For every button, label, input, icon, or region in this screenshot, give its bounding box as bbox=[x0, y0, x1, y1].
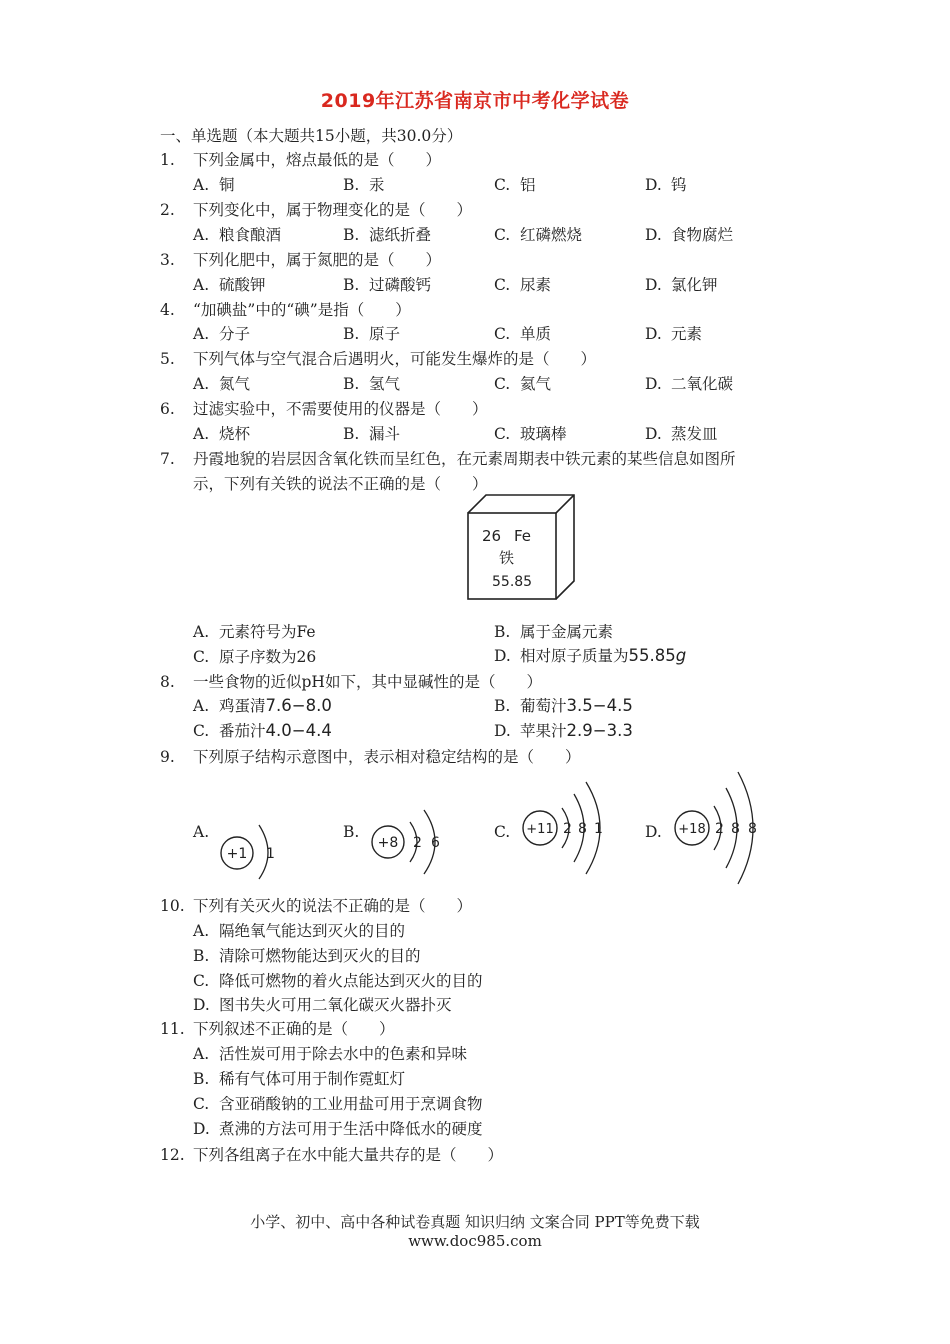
atom-diagram-d bbox=[670, 768, 770, 886]
question-stem: 下列原子结构示意图中，表示相对稳定结构的是（ ） bbox=[193, 748, 581, 766]
option-letter: C. bbox=[494, 425, 511, 443]
option-letter: D. bbox=[645, 425, 662, 443]
atom-diagram-c bbox=[518, 778, 618, 878]
option-b bbox=[193, 1069, 405, 1089]
option-letter: C. bbox=[494, 325, 511, 343]
nucleus-charge: +8 bbox=[377, 835, 399, 851]
electron-count: 6 bbox=[431, 835, 440, 851]
option-text: 汞 bbox=[369, 176, 385, 194]
option-b bbox=[343, 374, 400, 394]
option-letter: B. bbox=[343, 425, 360, 443]
option-b bbox=[343, 424, 400, 444]
option-text: 活性炭可用于除去水中的色素和异味 bbox=[219, 1045, 468, 1063]
option-d bbox=[645, 374, 733, 394]
option-text: 相对原子质量为 bbox=[520, 647, 629, 665]
option-letter: A. bbox=[193, 697, 210, 715]
electron-count: 2 bbox=[563, 821, 572, 837]
option-b bbox=[193, 946, 421, 966]
option-c bbox=[494, 175, 536, 195]
option-b bbox=[343, 175, 385, 195]
option-text: 氮气 bbox=[219, 375, 251, 393]
question-stem: 下列金属中，熔点最低的是（ ） bbox=[193, 151, 442, 169]
option-d bbox=[193, 995, 452, 1015]
section-heading: 一、单选题（本大题共15小题，共30.0分） bbox=[160, 127, 463, 145]
element-card-figure bbox=[460, 493, 580, 605]
option-letter: A. bbox=[193, 623, 210, 641]
question-stem-continued: 示，下列有关铁的说法不正确的是（ ） bbox=[193, 475, 488, 493]
option-text: 葡萄汁 bbox=[520, 697, 567, 715]
question-number: 5. bbox=[160, 350, 175, 368]
question-stem: “加碘盐”中的“碘”是指（ ） bbox=[193, 301, 411, 319]
option-text: 烧杯 bbox=[219, 425, 251, 443]
option-c bbox=[193, 721, 332, 741]
option-text: 钨 bbox=[671, 176, 687, 194]
atom-diagram-a bbox=[215, 818, 285, 880]
footer-url[interactable]: www.doc985.com bbox=[408, 1232, 542, 1250]
option-letter: A. bbox=[193, 176, 210, 194]
option-text: 二氧化碳 bbox=[671, 375, 734, 393]
option-letter: B. bbox=[494, 697, 511, 715]
option-text: 粮食酿酒 bbox=[219, 226, 282, 244]
question-stem: 下列气体与空气混合后遇明火，可能发生爆炸的是（ ） bbox=[193, 350, 597, 368]
option-b bbox=[343, 324, 400, 344]
option-b-letter: B. bbox=[343, 823, 360, 841]
option-text: 氢气 bbox=[369, 375, 401, 393]
option-text: 鸡蛋清 bbox=[219, 697, 266, 715]
option-letter: D. bbox=[494, 647, 511, 665]
option-letter: C. bbox=[494, 276, 511, 294]
option-letter: D. bbox=[645, 375, 662, 393]
option-d bbox=[645, 175, 687, 195]
option-letter: D. bbox=[193, 1120, 210, 1138]
question-number: 2. bbox=[160, 201, 175, 219]
option-math: 3.5−4.5 bbox=[566, 696, 633, 715]
question-number: 10. bbox=[160, 897, 185, 915]
option-letter: C. bbox=[193, 722, 210, 740]
option-text: 尿素 bbox=[520, 276, 552, 294]
question-number: 8. bbox=[160, 673, 175, 691]
option-letter: D. bbox=[645, 226, 662, 244]
option-text: 滤纸折叠 bbox=[369, 226, 432, 244]
option-c bbox=[494, 225, 582, 245]
option-letter: D. bbox=[645, 325, 662, 343]
option-text: 清除可燃物能达到灭火的目的 bbox=[219, 947, 421, 965]
option-letter: A. bbox=[193, 276, 210, 294]
option-a bbox=[193, 324, 250, 344]
option-letter: A. bbox=[193, 425, 210, 443]
question-number: 6. bbox=[160, 400, 175, 418]
option-a bbox=[193, 374, 250, 394]
option-text: 元素符号为Fe bbox=[219, 623, 316, 641]
nucleus-charge: +18 bbox=[678, 822, 706, 837]
element-name: 铁 bbox=[499, 549, 515, 567]
footer-promo-text: 小学、初中、高中各种试卷真题 知识归纳 文案合同 PPT等免费下载 bbox=[250, 1213, 700, 1231]
question-stem: 一些食物的近似pH如下，其中显碱性的是（ ） bbox=[193, 673, 542, 691]
option-text: 硫酸钾 bbox=[219, 276, 266, 294]
option-letter: C. bbox=[193, 1095, 210, 1113]
option-text: 铜 bbox=[219, 176, 235, 194]
option-d bbox=[494, 721, 633, 741]
electron-count: 1 bbox=[266, 846, 275, 862]
option-c bbox=[494, 275, 551, 295]
option-text: 稀有气体可用于制作霓虹灯 bbox=[219, 1070, 406, 1088]
option-letter: B. bbox=[343, 325, 360, 343]
question-number: 7. bbox=[160, 450, 175, 468]
option-letter: B. bbox=[343, 176, 360, 194]
option-text: 过磷酸钙 bbox=[369, 276, 432, 294]
option-letter: A. bbox=[193, 226, 210, 244]
electron-count: 8 bbox=[748, 821, 757, 837]
option-a bbox=[193, 696, 332, 716]
option-c bbox=[193, 1094, 483, 1114]
option-c-letter: C. bbox=[494, 823, 511, 841]
option-b bbox=[343, 275, 431, 295]
option-d bbox=[645, 275, 718, 295]
element-card-edge bbox=[556, 495, 574, 513]
option-c bbox=[494, 324, 551, 344]
option-text: 单质 bbox=[520, 325, 552, 343]
electron-count: 8 bbox=[731, 821, 740, 837]
option-d bbox=[645, 324, 702, 344]
electron-count: 1 bbox=[594, 821, 603, 837]
option-letter: B. bbox=[343, 226, 360, 244]
option-text: 红磷燃烧 bbox=[520, 226, 583, 244]
option-d bbox=[193, 1119, 483, 1139]
option-text: 苹果汁 bbox=[520, 722, 567, 740]
option-text: 氦气 bbox=[520, 375, 552, 393]
electron-count: 2 bbox=[413, 835, 422, 851]
option-letter: C. bbox=[494, 375, 511, 393]
nucleus-charge: +11 bbox=[526, 822, 554, 837]
question-number: 9. bbox=[160, 748, 175, 766]
option-letter: D. bbox=[193, 996, 210, 1014]
option-text: 元素 bbox=[671, 325, 703, 343]
option-letter: D. bbox=[645, 276, 662, 294]
option-text: 煮沸的方法可用于生活中降低水的硬度 bbox=[219, 1120, 483, 1138]
option-b bbox=[343, 225, 431, 245]
option-math: 55.85 bbox=[628, 646, 676, 665]
option-letter: A. bbox=[193, 1045, 210, 1063]
option-a bbox=[193, 175, 235, 195]
option-c bbox=[494, 424, 567, 444]
option-text: 分子 bbox=[219, 325, 251, 343]
electron-count: 2 bbox=[715, 821, 724, 837]
element-atomic-mass: 55.85 bbox=[492, 574, 533, 590]
option-text: 铝 bbox=[520, 176, 536, 194]
atom-diagram-b bbox=[366, 798, 456, 878]
page-title: 2019年江苏省南京市中考化学试卷 bbox=[320, 90, 630, 112]
question-number: 4. bbox=[160, 301, 175, 319]
option-d-letter: D. bbox=[645, 823, 662, 841]
option-d bbox=[645, 424, 718, 444]
option-letter: B. bbox=[193, 947, 210, 965]
option-letter: C. bbox=[193, 648, 210, 666]
nucleus-charge: +1 bbox=[226, 846, 248, 862]
option-unit: g bbox=[675, 646, 687, 665]
option-a bbox=[193, 1044, 467, 1064]
option-text: 原子序数为26 bbox=[219, 648, 317, 666]
electron-count: 8 bbox=[578, 821, 587, 837]
question-stem: 过滤实验中，不需要使用的仪器是（ ） bbox=[193, 400, 488, 418]
option-text: 含亚硝酸钠的工业用盐可用于烹调食物 bbox=[219, 1095, 483, 1113]
option-text: 属于金属元素 bbox=[520, 623, 614, 641]
question-number: 3. bbox=[160, 251, 175, 269]
option-c bbox=[193, 647, 316, 667]
option-letter: A. bbox=[193, 325, 210, 343]
option-letter: D. bbox=[494, 722, 511, 740]
option-a bbox=[193, 622, 316, 642]
option-letter: B. bbox=[343, 375, 360, 393]
option-b bbox=[494, 696, 633, 716]
option-text: 氯化钾 bbox=[671, 276, 718, 294]
option-letter: D. bbox=[645, 176, 662, 194]
option-text: 蒸发皿 bbox=[671, 425, 718, 443]
option-c bbox=[494, 374, 551, 394]
option-letter: C. bbox=[494, 176, 511, 194]
option-a bbox=[193, 225, 281, 245]
option-text: 番茄汁 bbox=[219, 722, 266, 740]
option-math: 4.0−4.4 bbox=[265, 721, 332, 740]
option-c bbox=[193, 971, 483, 991]
question-number: 11. bbox=[160, 1020, 185, 1038]
question-stem: 下列变化中，属于物理变化的是（ ） bbox=[193, 201, 473, 219]
option-text: 降低可燃物的着火点能达到灭火的目的 bbox=[219, 972, 483, 990]
question-number: 12. bbox=[160, 1146, 185, 1164]
option-text: 原子 bbox=[369, 325, 401, 343]
option-letter: B. bbox=[343, 276, 360, 294]
option-d bbox=[494, 646, 686, 666]
option-text: 玻璃棒 bbox=[520, 425, 567, 443]
option-math: 2.9−3.3 bbox=[566, 721, 633, 740]
option-text: 图书失火可用二氧化碳灭火器扑灭 bbox=[219, 996, 452, 1014]
question-stem: 丹霞地貌的岩层因含氧化铁而呈红色，在元素周期表中铁元素的某些信息如图所 bbox=[193, 450, 736, 468]
question-stem: 下列各组离子在水中能大量共存的是（ ） bbox=[193, 1146, 504, 1164]
question-number: 1. bbox=[160, 151, 175, 169]
option-text: 食物腐烂 bbox=[671, 226, 734, 244]
option-letter: C. bbox=[494, 226, 511, 244]
option-letter: B. bbox=[494, 623, 511, 641]
option-a bbox=[193, 424, 250, 444]
option-text: 漏斗 bbox=[369, 425, 401, 443]
question-stem: 下列叙述不正确的是（ ） bbox=[193, 1020, 395, 1038]
option-text: 隔绝氧气能达到灭火的目的 bbox=[219, 922, 406, 940]
question-stem: 下列化肥中，属于氮肥的是（ ） bbox=[193, 251, 442, 269]
option-b bbox=[494, 622, 613, 642]
option-math: 7.6−8.0 bbox=[265, 696, 332, 715]
element-symbol: Fe bbox=[514, 527, 532, 545]
option-letter: A. bbox=[193, 375, 210, 393]
option-letter: A. bbox=[193, 922, 210, 940]
option-letter: C. bbox=[193, 972, 210, 990]
option-a-letter: A. bbox=[193, 823, 210, 841]
option-d bbox=[645, 225, 733, 245]
option-a bbox=[193, 275, 266, 295]
option-a bbox=[193, 921, 405, 941]
element-atomic-number: 26 bbox=[482, 527, 502, 545]
question-stem: 下列有关灭火的说法不正确的是（ ） bbox=[193, 897, 473, 915]
option-letter: B. bbox=[193, 1070, 210, 1088]
